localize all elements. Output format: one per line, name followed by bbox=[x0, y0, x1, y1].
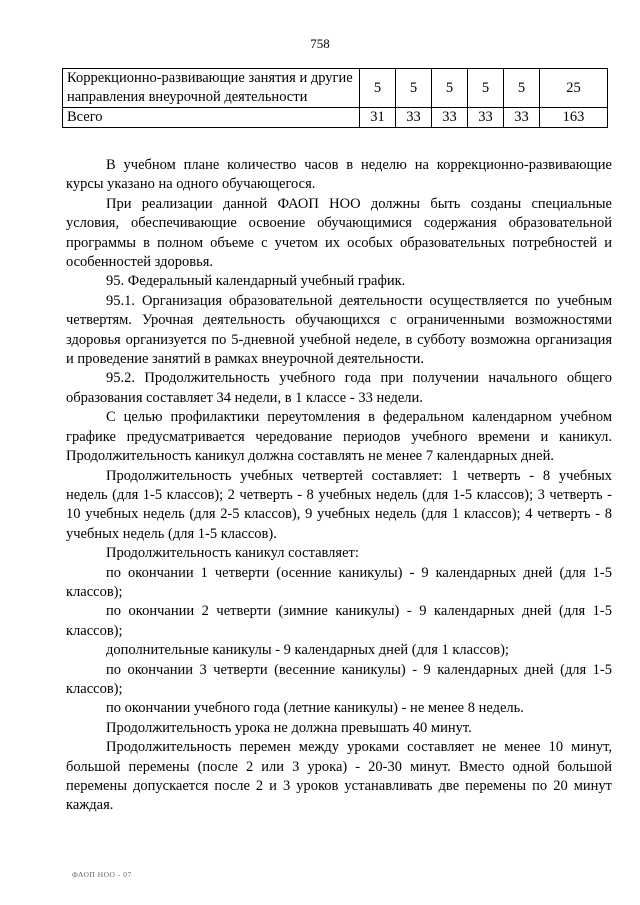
table-cell: 33 bbox=[432, 108, 468, 128]
paragraph: 95.2. Продолжительность учебного года при получении начального общего образования составляет 34 недели, в 1 классе - 33 недели. bbox=[66, 370, 612, 406]
table-cell: 5 bbox=[432, 69, 468, 108]
table-row bbox=[63, 108, 608, 128]
table-cell: 31 bbox=[360, 108, 396, 128]
list-item: дополнительные каникулы - 9 календарных дней (для 1 классов); bbox=[106, 642, 509, 659]
paragraph: С целью профилактики переутомления в федеральном календарном учебном графике предусматривается чередование периодов учебного времени и каникул. Продолжительность каникул должна составлять не менее 7 календарных дней. bbox=[66, 409, 612, 465]
paragraph: При реализации данной ФАОП НОО должны быть созданы специальные условия, обеспечивающие освоение обучающимися содержания образовательной программы в полном объеме с учетом их особых образовательных потребностей и особенностей здоровья. bbox=[66, 195, 612, 271]
table-cell: 5 bbox=[396, 69, 432, 108]
table-total-cell: 163 bbox=[540, 108, 608, 128]
paragraph: Продолжительность перемен между уроками составляет не менее 10 минут, большой перемены (после 2 или 3 урока) - 20-30 минут. Вместо одной большой перемены допускается после 2 и 3 уроков устанавливать две перемены по 20 минут каждая. bbox=[66, 739, 612, 814]
list-item: по окончании 2 четверти (зимние каникулы) - 9 календарных дней (для 1-5 классов); bbox=[66, 603, 612, 639]
paragraph: Продолжительность учебных четвертей составляет: 1 четверть - 8 учебных недель (для 1-5 классов); 2 четверть - 8 учебных недель (для 1-5 классов); 3 четверть - 10 учебных недель (для 2-5 классов), 9 учебных недель (для 1 классов); 4 четверть - 8 учебных недель (для 1-5 классов). bbox=[66, 467, 612, 542]
section-heading: 95. Федеральный календарный учебный график. bbox=[106, 273, 406, 290]
paragraph: В учебном плане количество часов в неделю на коррекционно-развивающие курсы указано на одного обучающегося. bbox=[66, 157, 612, 193]
list-item: по окончании 1 четверти (осенние каникулы) - 9 календарных дней (для 1-5 классов); bbox=[66, 564, 612, 600]
table-cell: 5 bbox=[504, 69, 540, 108]
table-cell: 33 bbox=[396, 108, 432, 128]
table-cell: 33 bbox=[504, 108, 540, 128]
table-row bbox=[63, 69, 608, 108]
page-number: 758 bbox=[310, 36, 330, 51]
table-cell: 5 bbox=[360, 69, 396, 108]
paragraph: Продолжительность урока не должна превышать 40 минут. bbox=[106, 719, 472, 736]
hours-table bbox=[62, 68, 608, 128]
row-label: Всего bbox=[63, 108, 360, 128]
paragraph: 95.1. Организация образовательной деятельности осуществляется по учебным четвертям. Урочная деятельность обучающихся с ограниченными возможностями здоровья организуется по 5-дневной учебной неделе, в субботу возможна организация и проведение занятий в рамках внеурочной деятельности. bbox=[66, 292, 612, 368]
list-item: по окончании учебного года (летние каникулы) - не менее 8 недель. bbox=[106, 700, 524, 717]
body-text bbox=[66, 156, 612, 816]
list-item: по окончании 3 четверти (весенние каникулы) - 9 календарных дней (для 1-5 классов); bbox=[66, 661, 612, 697]
table-cell: 5 bbox=[468, 69, 504, 108]
table-cell: 33 bbox=[468, 108, 504, 128]
table-total-cell: 25 bbox=[540, 69, 608, 108]
paragraph: Продолжительность каникул составляет: bbox=[106, 545, 359, 562]
row-label: Коррекционно-развивающие занятия и другие направления внеурочной деятельности bbox=[63, 69, 360, 108]
footer-mark: ФАОП НОО - 07 bbox=[72, 870, 132, 879]
